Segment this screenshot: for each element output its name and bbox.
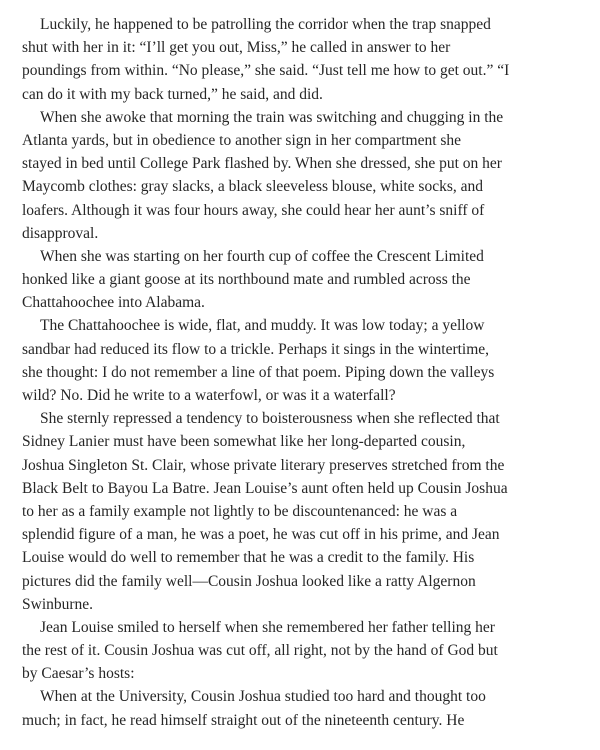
text-line: Swinburne. <box>22 595 94 613</box>
paragraph <box>22 685 584 731</box>
paragraph <box>22 106 584 245</box>
text-line: Louise would do well to remember that he was a credit to the family. His <box>22 549 475 567</box>
text-line: loafers. Although it was four hours away, she could hear her aunt’s sniff of <box>22 201 485 219</box>
paragraph <box>22 314 584 407</box>
text-line: Joshua Singleton St. Clair, whose private literary preserves stretched from the <box>22 456 505 474</box>
text-line: poundings from within. “No please,” she said. “Just tell me how to get out.” “I <box>22 62 510 80</box>
paragraph <box>22 407 584 616</box>
text-line: much; in fact, he read himself straight out of the nineteenth century. He <box>22 711 465 729</box>
text-line: wild? No. Did he write to a waterfowl, or was it a waterfall? <box>22 387 396 404</box>
text-line: the rest of it. Cousin Joshua was cut off, all right, not by the hand of God but <box>22 642 498 660</box>
text-line: by Caesar’s hosts: <box>22 665 135 683</box>
text-line: Maycomb clothes: gray slacks, a black sleeveless blouse, white socks, and <box>22 178 484 196</box>
text-line: When at the University, Cousin Joshua studied too hard and thought too <box>40 688 486 706</box>
text-line: Luckily, he happened to be patrolling the corridor when the trap snapped <box>40 16 491 33</box>
text-line: stayed in bed until College Park flashed by. When she dressed, she put on her <box>22 155 502 173</box>
text-line: honked like a giant goose at its northbound mate and rumbled across the <box>22 271 471 289</box>
text-line: can do it with my back turned,” he said, and did. <box>22 85 323 103</box>
text-line: to her as a family example not lightly to be discountenanced: he was a <box>22 502 458 520</box>
text-line: The Chattahoochee is wide, flat, and muddy. It was low today; a yellow <box>40 317 485 335</box>
text-line: disapproval. <box>22 224 99 242</box>
text-line: shut with her in it: “I’ll get you out, Miss,” he called in answer to her <box>22 39 451 57</box>
text-line: Chattahoochee into Alabama. <box>22 294 205 312</box>
paragraph <box>22 245 584 315</box>
text-line: She sternly repressed a tendency to boisterousness when she reflected that <box>40 410 500 428</box>
text-line: splendid figure of a man, he was a poet, he was cut off in his prime, and Jean <box>22 526 500 544</box>
text-line: Sidney Lanier must have been somewhat like her long-departed cousin, <box>22 433 466 451</box>
text-line: Jean Louise smiled to herself when she remembered her father telling her <box>40 618 495 636</box>
text-line: sandbar had reduced its flow to a trickle. Perhaps it sings in the wintertime, <box>22 340 490 358</box>
text-line: When she was starting on her fourth cup of coffee the Crescent Limited <box>40 247 484 265</box>
paragraph <box>22 616 584 686</box>
text-line: pictures did the family well—Cousin Joshua looked like a ratty Algernon <box>22 572 476 590</box>
paragraph <box>22 13 584 106</box>
text-line: When she awoke that morning the train was switching and chugging in the <box>40 108 504 126</box>
text-line: Atlanta yards, but in obedience to another sign in her compartment she <box>22 131 462 149</box>
text-line: she thought: I do not remember a line of that poem. Piping down the valleys <box>22 363 495 381</box>
text-line: Black Belt to Bayou La Batre. Jean Louise’s aunt often held up Cousin Joshua <box>22 479 508 497</box>
